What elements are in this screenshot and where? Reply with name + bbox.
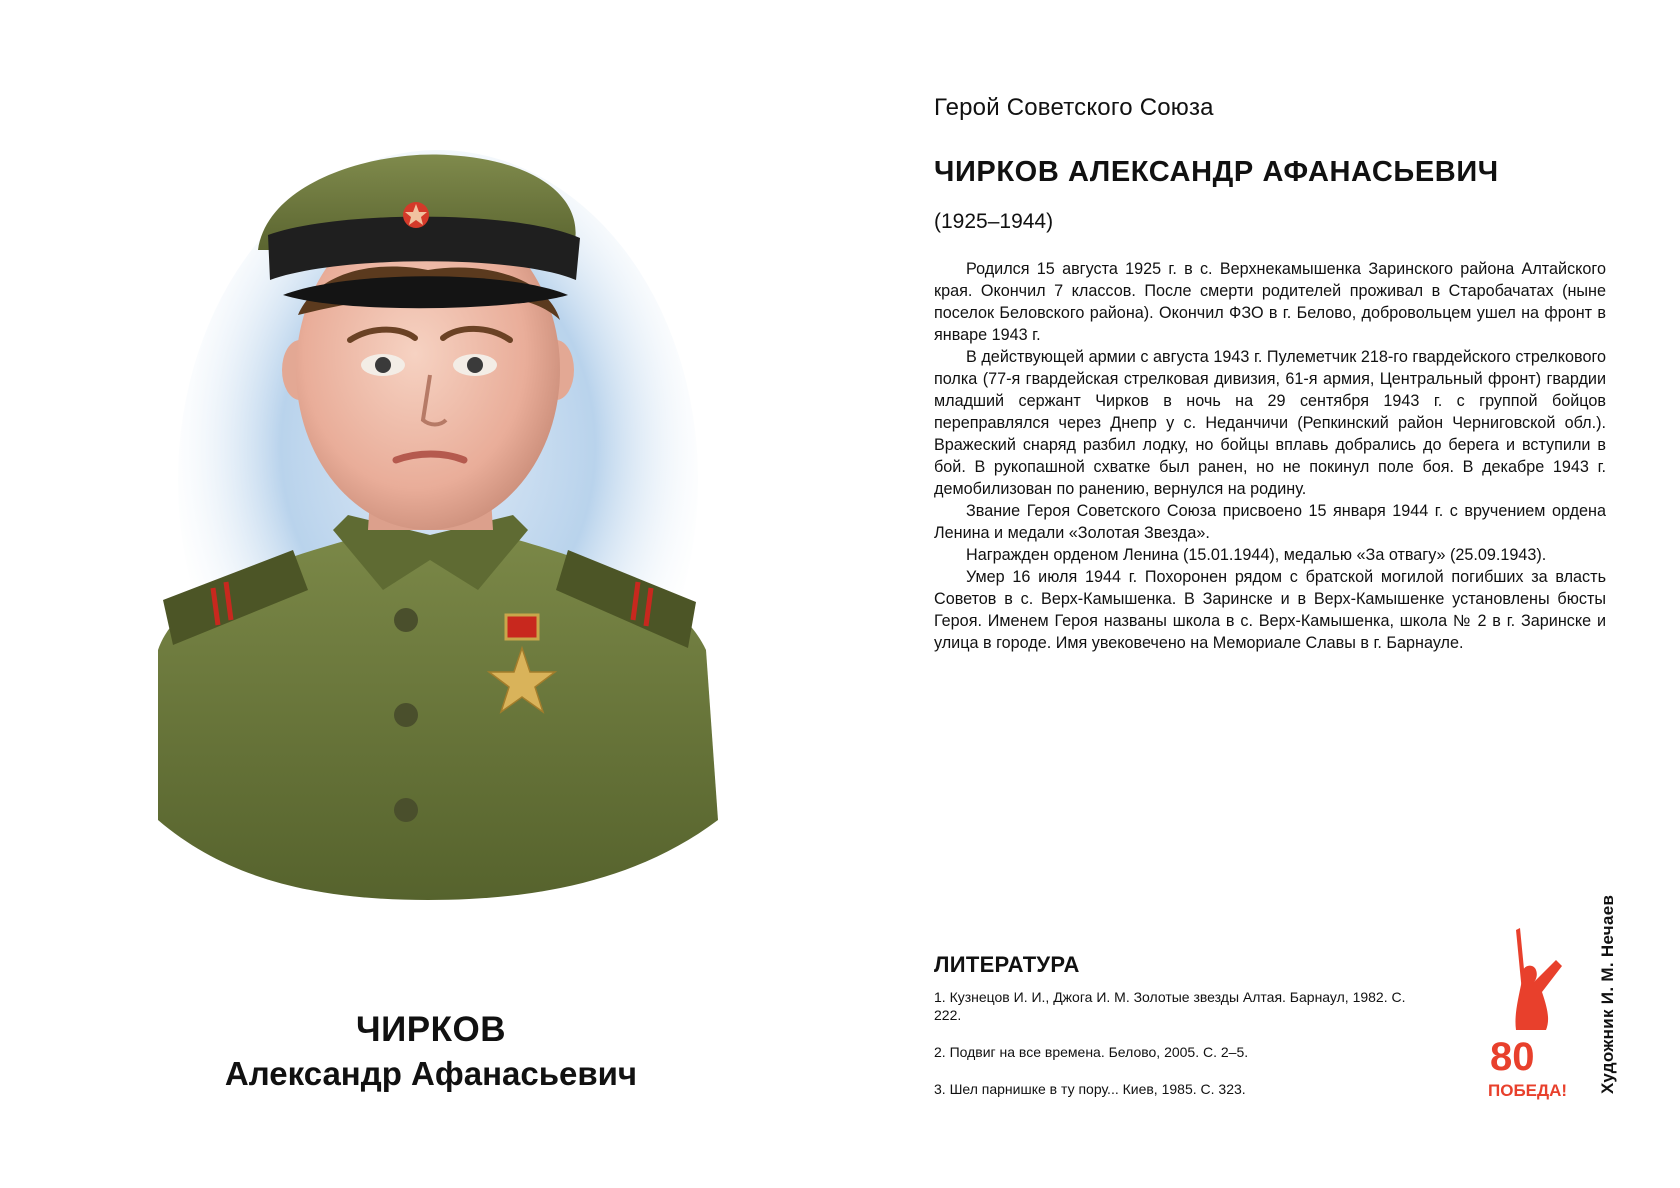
red-star-icon: [403, 202, 429, 228]
logo-word: ПОБЕДА!: [1488, 1081, 1568, 1100]
logo-number: 80: [1490, 1035, 1535, 1079]
bio-paragraph: Звание Героя Советского Союза присвоено 15 января 1944 г. с вручением ордена Ленина и медали «Золотая Звезда».: [934, 502, 1606, 542]
bio-paragraph: Родился 15 августа 1925 г. в с. Верхнекамышенка Заринского района Алтайского края. Окончил 7 классов. После смерти родителей проживал в Старобачатах (ныне поселок Беловского района). Окончил ФЗО в г. Белово, добровольцем ушел на фронт в январе 1943 г.: [934, 260, 1606, 344]
bio-paragraph: Награжден орденом Ленина (15.01.1944), медалью «За отвагу» (25.09.1943).: [966, 546, 1547, 564]
motherland-statue-icon: [1515, 928, 1562, 1030]
hero-name: ЧИРКОВ АЛЕКСАНДР АФАНАСЬЕВИЧ: [934, 156, 1499, 188]
biography-text: [934, 258, 1606, 654]
tunic-button: [394, 608, 418, 632]
literature-section: [934, 952, 1434, 1117]
bio-paragraph: В действующей армии с августа 1943 г. Пулеметчик 218-го гвардейского стрелкового полка (77-я гвардейская стрелковая дивизия, 61-я армия, Центральный фронт) гвардии младший сержант Чирков в ночь на 29 сентября 1943 г. с группой бойцов переправлялся через Днепр у с. Неданчичи (Репкинский район Черниговской обл.). Вражеский снаряд разбил лодку, но бойцы вплавь добрались до берега и вступили в бой. В рукопашной схватке был ранен, но не покинул поле боя. В декабре 1943 г. демобилизован по ранению, вернулся на родину.: [934, 348, 1606, 498]
caption-given-name: Александр Афанасьевич: [224, 1055, 638, 1092]
tunic-button: [394, 798, 418, 822]
literature-item: 3. Шел парнишке в ту пору... Киев, 1985. С. 323.: [934, 1081, 1246, 1097]
artist-credit: Художник И. М. Нечаев: [1598, 894, 1617, 1094]
literature-item: 2. Подвиг на все времена. Белово, 2005. С. 2–5.: [934, 1044, 1249, 1060]
biography-section: [934, 88, 1606, 654]
hero-subtitle: Герой Советского Союза: [934, 94, 1214, 121]
victory-80-logo: [1486, 920, 1578, 1100]
hero-portrait: [118, 120, 744, 936]
hero-years: (1925–1944): [934, 210, 1054, 233]
portrait-caption: [118, 1008, 744, 1096]
literature-item: 1. Кузнецов И. И., Джога И. М. Золотые звезды Алтая. Барнаул, 1982. С. 222.: [934, 989, 1406, 1023]
literature-title: ЛИТЕРАТУРА: [934, 952, 1080, 977]
caption-surname: ЧИРКОВ: [356, 1010, 506, 1049]
tunic-button: [394, 703, 418, 727]
bio-paragraph: Умер 16 июля 1944 г. Похоронен рядом с братской могилой погибших за власть Советов в с. Верх-Камышенка. В Заринске и в Верх-Камышенке установлены бюсты Героя. Именем Героя названы школа в с. Верх-Камышенка, школа № 2 в г. Заринске и улица в городе. Имя увековечено на Мемориале Славы в г. Барнауле.: [934, 568, 1606, 652]
